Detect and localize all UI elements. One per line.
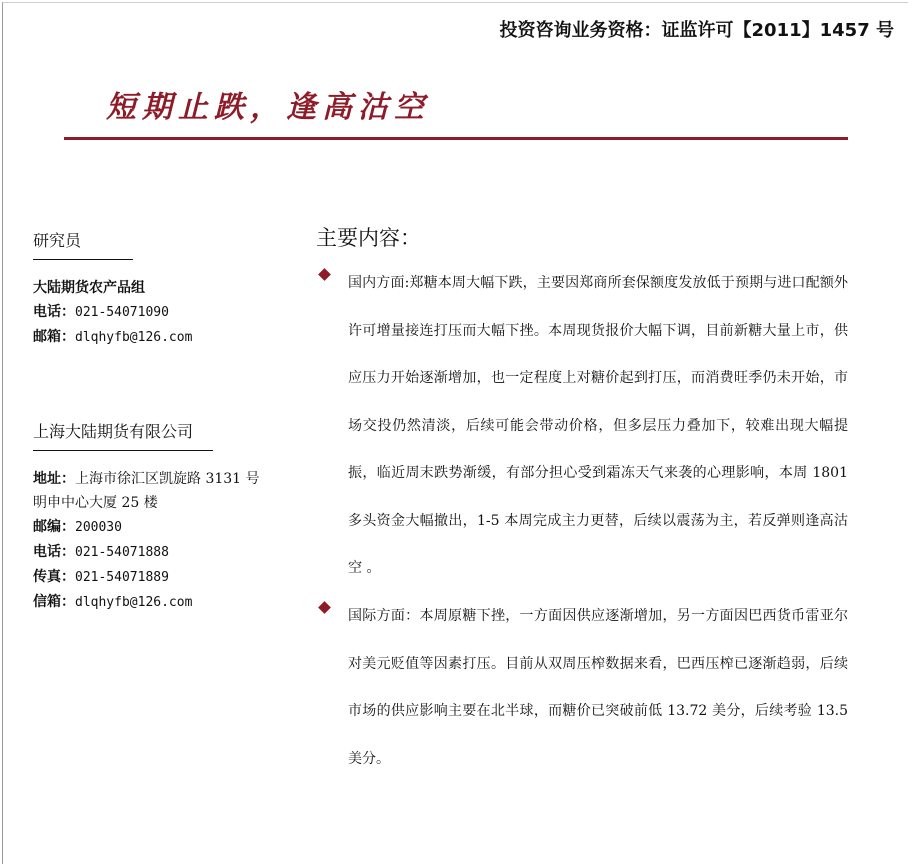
researcher-divider xyxy=(33,259,133,260)
company-divider xyxy=(33,450,213,451)
company-phone: 021-54071888 xyxy=(75,545,169,560)
company-mail-label: 信箱： xyxy=(33,594,75,610)
company-fax-label: 传真： xyxy=(33,569,75,585)
company-mail-row xyxy=(33,590,260,615)
researcher-group: 大陆期货农产品组 xyxy=(33,280,145,296)
researcher-email-row xyxy=(33,325,192,350)
bullet-text: 国际方面：本周原糖下挫，一方面因供应逐渐增加，另一方面因巴西货币雷亚尔对美元贬值等因素打压。目前从双周压榨数据来看，巴西压榨已逐渐趋弱，后续市场的供应影响主要在北半球，而糖价已突破前低 13.72 美分，后续考验 13.5 美分。 xyxy=(348,608,848,767)
license-statement: 投资咨询业务资格：证监许可【2011】1457 号 xyxy=(499,20,894,41)
researcher-block xyxy=(33,229,192,350)
bullet-international xyxy=(316,593,856,783)
title-divider xyxy=(64,137,848,140)
company-phone-label: 电话： xyxy=(33,544,75,560)
company-address-label: 地址： xyxy=(33,471,75,487)
company-fax-row xyxy=(33,565,260,590)
researcher-phone: 021-54071090 xyxy=(75,305,169,320)
researcher-phone-row xyxy=(33,300,192,325)
company-phone-row xyxy=(33,540,260,565)
company-mail[interactable]: dlqhyfb@126.com xyxy=(75,595,193,610)
company-postcode: 200030 xyxy=(75,520,122,535)
bullet-domestic xyxy=(316,260,856,593)
company-address-row xyxy=(33,467,260,491)
researcher-email-label: 邮箱： xyxy=(33,329,75,345)
company-block xyxy=(33,420,260,615)
company-postcode-label: 邮编： xyxy=(33,519,75,535)
company-address-line2: 明申中心大厦 25 楼 xyxy=(33,495,158,511)
company-postcode-row xyxy=(33,515,260,540)
main-heading: 主要内容： xyxy=(316,226,421,250)
diamond-bullet-icon xyxy=(318,268,331,281)
company-address-line1: 上海市徐汇区凯旋路 3131 号 xyxy=(75,471,260,487)
bullet-text: 国内方面:郑糖本周大幅下跌，主要因郑商所套保额度发放低于预期与进口配额外许可增量接连打压而大幅下挫。本周现货报价大幅下调，目前新糖大量上市，供应压力开始逐渐增加，也一定程度上对糖价起到打压，而消费旺季仍未开始，市场交投仍然清淡，后续可能会带动价格，但多层压力叠加下，较难出现大幅提振，临近周末跌势渐缓，有部分担心受到霜冻天气来袭的心理影响，本周 1801 多头资金大幅撤出，1-5 本周完成主力更替，后续以震荡为主，若反弹则逢高沽空 。 xyxy=(348,275,848,576)
report-title: 短期止跌，逢高沽空 xyxy=(106,90,430,125)
company-heading: 上海大陆期货有限公司 xyxy=(33,422,194,441)
diamond-bullet-icon xyxy=(318,601,331,614)
researcher-heading: 研究员 xyxy=(33,231,82,250)
researcher-email[interactable]: dlqhyfb@126.com xyxy=(75,330,193,345)
researcher-phone-label: 电话： xyxy=(33,304,75,320)
company-fax: 021-54071889 xyxy=(75,570,169,585)
